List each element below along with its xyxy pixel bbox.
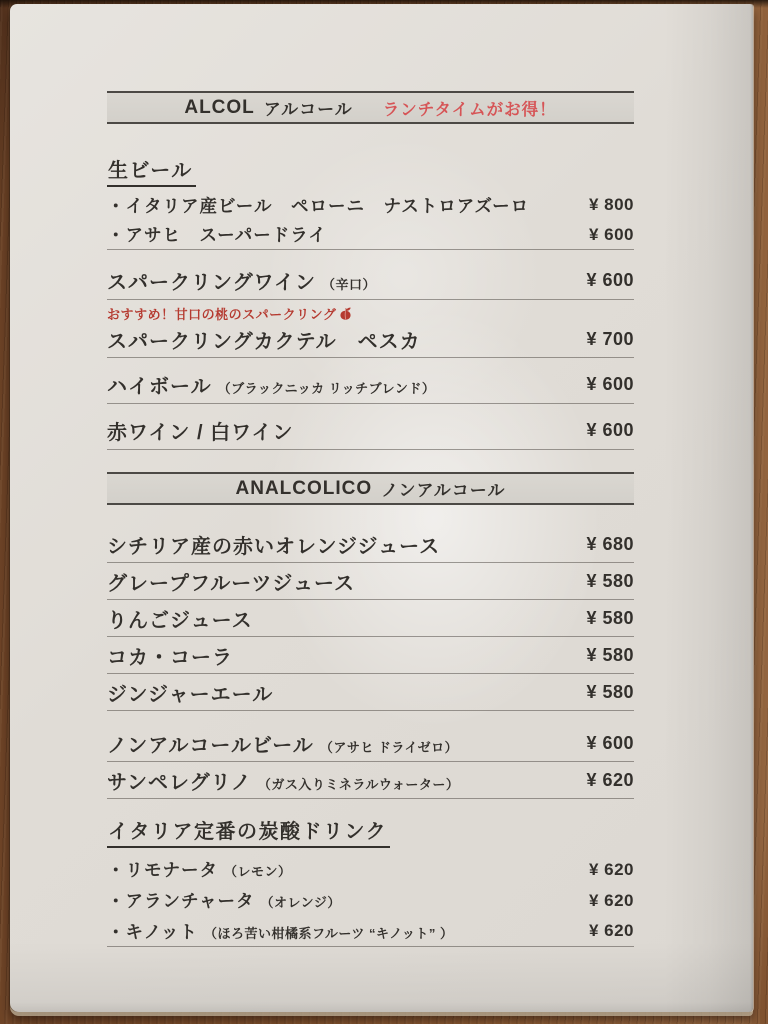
menu-item-row — [107, 725, 634, 762]
recommend-note-text: おすすめ！甘口の桃のスパークリング — [107, 306, 337, 322]
item-price: ¥ 600 — [586, 732, 634, 753]
item-name: コカ・コーラ — [107, 646, 233, 669]
item-price: ¥ 580 — [586, 570, 634, 591]
item-price: ¥ 680 — [586, 533, 634, 554]
group-heading — [107, 815, 634, 845]
item-price: ¥ 700 — [586, 329, 634, 349]
section-title-latin: ALCOL — [184, 96, 255, 118]
spacer — [107, 711, 634, 725]
menu-item-row — [107, 220, 634, 250]
recommend-note — [107, 300, 634, 322]
item-price: ¥ 600 — [588, 224, 634, 244]
menu-item-row — [107, 563, 634, 600]
item-label — [107, 857, 292, 882]
group-heading — [107, 154, 634, 184]
item-name: サンペレグリノ — [107, 771, 252, 794]
menu-item-row — [107, 412, 634, 450]
item-price: ¥ 600 — [586, 374, 634, 394]
menu-item-row — [107, 262, 634, 300]
item-note: （レモン） — [224, 864, 292, 879]
item-name: スパークリングワイン — [107, 272, 316, 294]
spacer — [107, 450, 634, 472]
item-price: ¥ 600 — [586, 270, 634, 290]
menu-item-row — [107, 916, 634, 947]
peach-icon — [338, 306, 353, 321]
item-note: （ガス入りミネラルウォーター） — [257, 776, 460, 792]
menu-content — [107, 4, 634, 947]
item-name: グレープフルーツジュース — [107, 572, 355, 595]
item-label — [107, 919, 453, 944]
menu-paper — [10, 4, 753, 1012]
item-name: ハイボール — [107, 376, 212, 398]
item-price: ¥ 620 — [588, 859, 634, 879]
menu-item-row — [107, 674, 634, 711]
item-price: ¥ 580 — [586, 644, 634, 665]
item-label — [107, 641, 233, 670]
item-price: ¥ 620 — [588, 890, 634, 910]
menu-item-row — [107, 600, 634, 637]
menu-item-row — [107, 885, 634, 916]
item-label — [107, 530, 440, 559]
section-title-ja: アルコール — [263, 100, 353, 119]
menu-item-row — [107, 526, 634, 563]
spacer — [107, 358, 634, 366]
item-label — [107, 266, 376, 295]
menu-item-row — [107, 366, 634, 404]
item-label — [107, 416, 293, 445]
item-label — [107, 222, 327, 247]
menu-item-row — [107, 854, 634, 885]
item-name: りんごジュース — [107, 609, 253, 632]
section-highlight: ランチタイムがお得！ — [382, 100, 557, 119]
item-name: ジンジャーエール — [107, 683, 274, 706]
item-label — [107, 193, 529, 218]
item-name: ・イタリア産ビール ペローニ ナストロアズーロ — [107, 195, 530, 216]
item-name: ・アランチャータ — [107, 891, 255, 911]
item-note: （ブラックニッカ リッチブレンド） — [217, 381, 436, 396]
item-name: ・リモナータ — [107, 860, 218, 880]
item-label — [107, 604, 253, 633]
spacer — [107, 505, 634, 526]
menu-rows — [107, 91, 634, 947]
item-price: ¥ 620 — [588, 921, 634, 940]
item-price: ¥ 600 — [586, 420, 634, 440]
item-label — [107, 325, 421, 354]
menu-item-row — [107, 322, 634, 358]
section-band — [107, 472, 634, 505]
item-name: ・アサヒ スーパードライ — [107, 225, 327, 245]
item-label — [107, 766, 459, 795]
group-heading-text: イタリア定番の炭酸ドリンク — [107, 821, 390, 848]
item-note: （ほろ苦い柑橘系フルーツ “キノット” ） — [203, 925, 454, 941]
item-price: ¥ 620 — [586, 769, 634, 790]
item-label — [107, 678, 273, 707]
item-label — [107, 370, 435, 399]
item-label — [107, 729, 458, 758]
item-label — [107, 888, 341, 913]
group-heading-text: 生ビール — [107, 160, 196, 187]
item-note: （辛口） — [322, 277, 377, 292]
item-price: ¥ 580 — [586, 681, 634, 702]
item-price: ¥ 800 — [588, 195, 634, 214]
item-note: （アサヒ ドライゼロ） — [319, 739, 459, 755]
section-title-ja: ノンアルコール — [381, 481, 506, 500]
item-label — [107, 567, 355, 596]
item-name: ノンアルコールビール — [107, 734, 314, 757]
item-name: 赤ワイン / 白ワイン — [107, 422, 294, 444]
item-name: ・キノット — [107, 921, 198, 942]
item-price: ¥ 580 — [586, 607, 634, 628]
section-band — [107, 91, 634, 124]
spacer — [107, 124, 634, 154]
menu-item-row — [107, 190, 634, 220]
item-name: スパークリングカクテル ペスカ — [107, 331, 421, 353]
spacer — [107, 250, 634, 262]
spacer — [107, 404, 634, 412]
item-name: シチリア産の赤いオレンジジュース — [107, 535, 441, 558]
menu-item-row — [107, 762, 634, 799]
section-title-latin: ANALCOLICO — [235, 477, 373, 499]
item-note: （オレンジ） — [260, 895, 341, 910]
menu-item-row — [107, 637, 634, 674]
spacer — [107, 799, 634, 815]
